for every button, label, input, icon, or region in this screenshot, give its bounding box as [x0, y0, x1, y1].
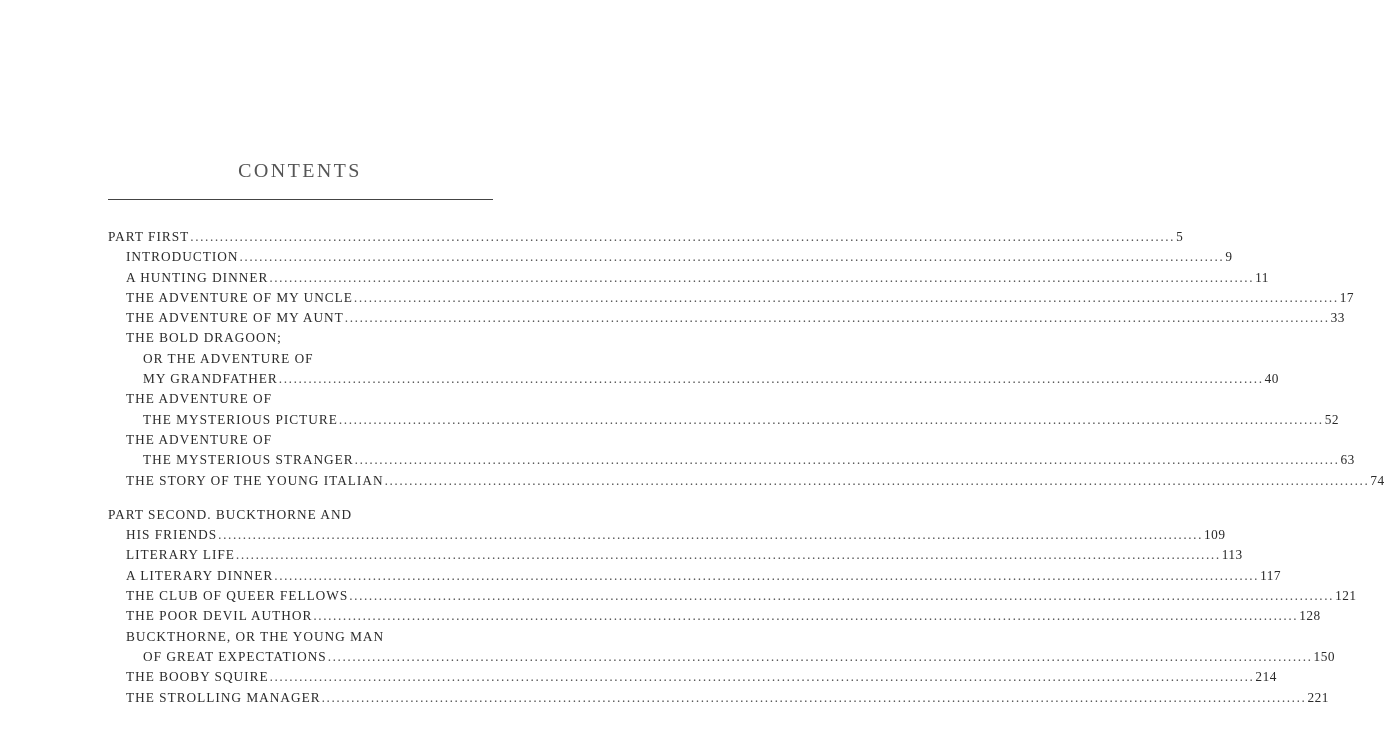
table-of-contents — [108, 227, 1385, 708]
toc-entry-title: THE STROLLING MANAGER — [126, 689, 321, 705]
dot-leader: ........................................................................................................................................................................................................ — [190, 229, 1176, 244]
dot-leader: ........................................................................................................................................................................................................ — [321, 689, 1307, 705]
dot-leader: ........................................................................................................................................................................................................ — [313, 608, 1299, 624]
toc-entry — [108, 688, 1329, 708]
toc-entry-title: THE CLUB OF QUEER FELLOWS — [126, 588, 349, 604]
toc-entry-page-number: 17 — [1339, 289, 1355, 305]
dot-leader: ........................................................................................................................................................................................................ — [354, 452, 1340, 468]
dot-leader: ........................................................................................................................................................................................................ — [278, 371, 1264, 387]
toc-entry — [108, 525, 1226, 545]
section-spacer — [108, 491, 486, 505]
toc-entry-title: THE MYSTERIOUS STRANGER — [143, 452, 354, 468]
dot-leader: ........................................................................................................................................................................................................ — [353, 289, 1339, 305]
toc-entry — [108, 586, 1357, 606]
toc-entry-page-number: 109 — [1204, 527, 1226, 543]
toc-entry — [108, 389, 486, 409]
toc-entry-page-number: 33 — [1330, 310, 1345, 326]
toc-entry — [108, 430, 486, 450]
toc-entry-title: THE STORY OF THE YOUNG ITALIAN — [126, 472, 384, 488]
toc-entry-page-number: 221 — [1307, 689, 1329, 705]
toc-entry — [108, 349, 486, 369]
toc-entry-title: OF GREAT EXPECTATIONS — [143, 648, 327, 664]
toc-entry-title: INTRODUCTION — [126, 249, 239, 265]
dot-leader: ........................................................................................................................................................................................................ — [269, 669, 1255, 685]
toc-entry-page-number: 52 — [1324, 411, 1340, 427]
toc-entry-title: PART SECOND. BUCKTHORNE AND — [108, 506, 353, 522]
toc-entry-page-number: 40 — [1264, 371, 1279, 387]
toc-entry-title: THE ADVENTURE OF MY UNCLE — [126, 289, 353, 305]
toc-entry-title: BUCKTHORNE, OR THE YOUNG MAN — [126, 628, 385, 644]
toc-entry — [108, 288, 1355, 308]
toc-entry-title: A HUNTING DINNER — [126, 269, 269, 285]
toc-entry-title: THE BOOBY SQUIRE — [126, 669, 269, 685]
toc-entry-page-number: 74 — [1370, 472, 1385, 488]
toc-entry-page-number: 128 — [1299, 608, 1321, 624]
toc-entry-title: THE ADVENTURE OF — [126, 391, 273, 407]
dot-leader: ........................................................................................................................................................................................................ — [269, 269, 1255, 285]
toc-entry-page-number: 113 — [1221, 547, 1243, 563]
toc-entry-page-number: 150 — [1313, 648, 1335, 664]
dot-leader: ........................................................................................................................................................................................................ — [327, 648, 1313, 664]
toc-entry-page-number: 121 — [1335, 588, 1357, 604]
toc-entry — [108, 566, 1282, 586]
dot-leader: ........................................................................................................................................................................................................ — [344, 310, 1330, 326]
toc-entry — [108, 647, 1335, 667]
toc-entry — [108, 667, 1277, 687]
toc-entry-title: THE MYSTERIOUS PICTURE — [143, 411, 338, 427]
title-divider — [108, 199, 493, 200]
dot-leader: ........................................................................................................................................................................................................ — [384, 472, 1370, 488]
toc-entry-title: OR THE ADVENTURE OF — [143, 350, 314, 366]
toc-entry — [108, 505, 486, 525]
toc-entry-page-number: 214 — [1255, 669, 1277, 685]
toc-entry-page-number: 63 — [1340, 452, 1355, 468]
toc-entry-title: THE BOLD DRAGOON; — [126, 330, 282, 346]
dot-leader: ........................................................................................................................................................................................................ — [235, 547, 1221, 563]
toc-entry-page-number: 9 — [1225, 249, 1233, 265]
toc-entry-title: LITERARY LIFE — [126, 547, 235, 563]
page-title: CONTENTS — [238, 160, 362, 182]
toc-entry — [108, 369, 1279, 389]
dot-leader: ........................................................................................................................................................................................................ — [218, 527, 1204, 543]
toc-entry — [108, 328, 486, 348]
dot-leader: ........................................................................................................................................................................................................ — [274, 567, 1260, 583]
toc-entry — [108, 410, 1340, 430]
dot-leader: ........................................................................................................................................................................................................ — [349, 588, 1335, 604]
toc-entry-title: A LITERARY DINNER — [126, 567, 274, 583]
toc-entry — [108, 227, 1184, 247]
toc-entry — [108, 627, 486, 647]
toc-entry-title: PART FIRST — [108, 229, 190, 244]
toc-entry-title: MY GRANDFATHER — [143, 371, 278, 387]
toc-entry — [108, 471, 1385, 491]
toc-entry — [108, 247, 1233, 267]
toc-entry-page-number: 5 — [1176, 229, 1184, 244]
toc-entry-title: THE ADVENTURE OF — [126, 431, 273, 447]
toc-entry-page-number: 117 — [1260, 567, 1282, 583]
toc-entry-page-number: 11 — [1255, 269, 1269, 285]
toc-entry-title: HIS FRIENDS — [126, 527, 218, 543]
toc-entry — [108, 268, 1269, 288]
dot-leader: ........................................................................................................................................................................................................ — [338, 411, 1324, 427]
toc-entry — [108, 606, 1321, 626]
toc-entry-title: THE ADVENTURE OF MY AUNT — [126, 310, 344, 326]
toc-entry-title: THE POOR DEVIL AUTHOR — [126, 608, 313, 624]
toc-entry — [108, 450, 1355, 470]
toc-entry — [108, 308, 1345, 328]
toc-entry — [108, 545, 1243, 565]
dot-leader: ........................................................................................................................................................................................................ — [239, 249, 1225, 265]
